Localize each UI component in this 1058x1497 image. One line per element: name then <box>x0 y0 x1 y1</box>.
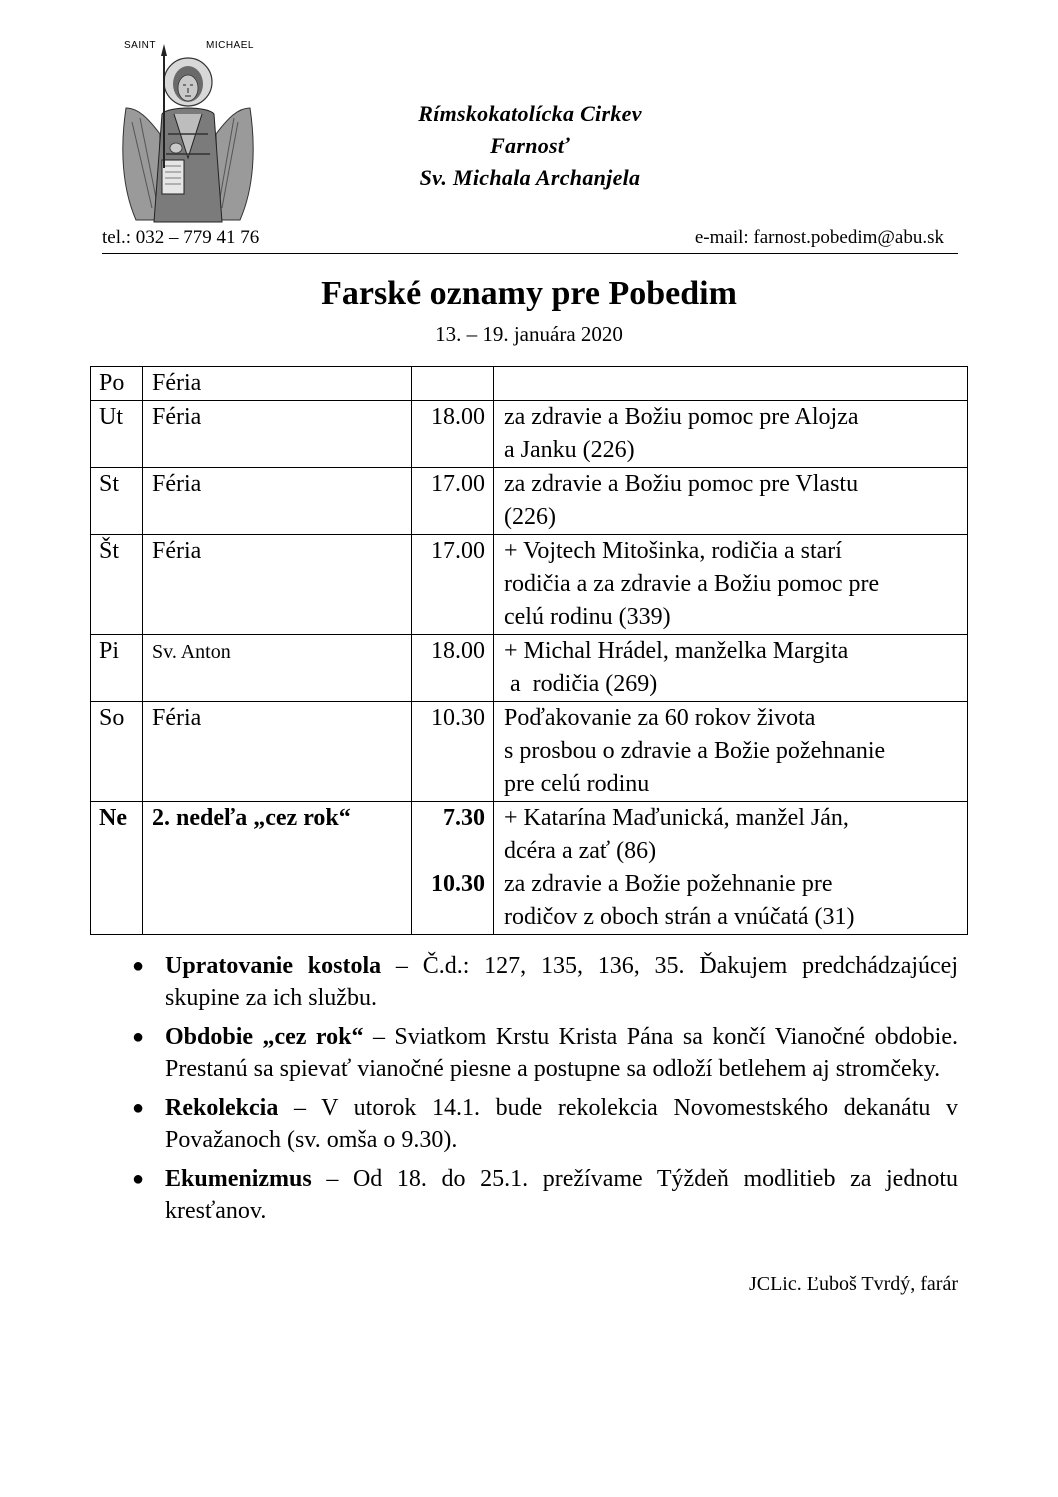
intention-line: Poďakovanie za 60 rokov života <box>504 705 816 731</box>
email-address: e-mail: farnost.pobedim@abu.sk <box>694 227 944 248</box>
day-cell: So <box>91 702 143 802</box>
table-row <box>91 401 968 468</box>
archangel-drawing <box>118 38 258 224</box>
day-cell: Pi <box>91 635 143 702</box>
day-cell: Po <box>91 367 143 401</box>
intention-line: rodičov z oboch strán a vnúčatá (31) <box>504 904 855 930</box>
feast-cell <box>143 635 412 702</box>
intention-line: + Michal Hrádel, manželka Margita <box>504 638 849 664</box>
feast-cell: Féria <box>143 401 412 468</box>
feast-cell: Féria <box>143 468 412 535</box>
time-cell: 10.30 <box>412 702 494 802</box>
date-range: 13. – 19. januára 2020 <box>435 322 623 346</box>
time-cell: 18.00 <box>412 401 494 468</box>
intention-cell <box>494 802 968 935</box>
feast-cell: Féria <box>143 702 412 802</box>
day-cell: Št <box>91 535 143 635</box>
org-line-patron: Sv. Michala Archanjela <box>419 165 641 190</box>
announcement-heading: Rekolekcia <box>165 1095 279 1121</box>
phone-number: tel.: 032 – 779 41 76 <box>102 227 260 248</box>
table-row <box>91 367 968 401</box>
table-row <box>91 535 968 635</box>
time-first: 7.30 <box>443 805 485 831</box>
table-row <box>91 635 968 702</box>
intention-line: celú rodinu (339) <box>504 604 671 630</box>
announcement-heading: Upratovanie kostola <box>165 953 382 979</box>
day-cell: Ut <box>91 401 143 468</box>
announcement-heading: Ekumenizmus <box>165 1166 312 1192</box>
list-item <box>128 1163 958 1227</box>
feast-cell: Féria <box>143 535 412 635</box>
list-item <box>128 1092 958 1156</box>
intention-cell <box>494 468 968 535</box>
bullet-icon: ● <box>132 955 145 977</box>
intention-line: za zdravie a Božie požehnanie pre <box>504 871 833 897</box>
intention-line: + Katarína Maďunická, manžel Ján, <box>504 805 849 831</box>
table-row <box>91 802 968 935</box>
intention-cell <box>494 702 968 802</box>
intention-cell <box>494 367 968 401</box>
org-line-church: Rímskokatolícka Cirkev <box>418 101 642 126</box>
time-cell <box>412 367 494 401</box>
announcement-text: – Od 18. do 25.1. prežívame Týždeň modlitieb za jednotu kresťanov. <box>165 1166 958 1224</box>
signature: JCLic. Ľuboš Tvrdý, farár <box>748 1273 958 1295</box>
feast-cell: Féria <box>143 367 412 401</box>
feast-name: Sv. Anton <box>152 641 231 663</box>
org-line-parish: Farnosť <box>490 133 570 158</box>
bullet-icon: ● <box>132 1026 145 1048</box>
page-title: Farské oznamy pre Pobedim <box>321 275 737 312</box>
list-item <box>128 1021 958 1085</box>
feast-cell: 2. nedeľa „cez rok“ <box>143 802 412 935</box>
mass-schedule-table <box>90 366 968 935</box>
saint-michael-icon <box>118 38 258 224</box>
intention-line: s prosbou o zdravie a Božie požehnanie <box>504 738 886 764</box>
table-row <box>91 468 968 535</box>
intention-line: za zdravie a Božiu pomoc pre Vlastu <box>504 471 859 497</box>
announcements-list <box>128 950 958 1234</box>
intention-line: rodičia a za zdravie a Božiu pomoc pre <box>504 571 880 597</box>
intention-line: a rodičia (269) <box>504 671 658 697</box>
announcement-text: – Č.d.: 127, 135, 136, 35. Ďakujem predchádzajúcej skupine za ich službu. <box>165 953 959 1011</box>
bullet-icon: ● <box>132 1168 145 1190</box>
intention-cell <box>494 535 968 635</box>
intention-line: pre celú rodinu <box>504 771 650 797</box>
intention-line: a Janku (226) <box>504 437 635 463</box>
intention-cell <box>494 401 968 468</box>
time-cell: 17.00 <box>412 535 494 635</box>
announcement-text: – Sviatkom Krstu Krista Pána sa končí Vianočné obdobie. Prestanú sa spievať vianočné piesne a postupne sa odloží betlehem aj stromčeky. <box>165 1024 958 1082</box>
intention-line: za zdravie a Božiu pomoc pre Alojza <box>504 404 859 430</box>
icon-caption-left: SAINT <box>124 40 156 51</box>
day-cell: Ne <box>91 802 143 935</box>
intention-line: + Vojtech Mitošinka, rodičia a starí <box>504 538 842 564</box>
intention-cell <box>494 635 968 702</box>
time-cell <box>412 802 494 935</box>
list-item <box>128 950 958 1014</box>
announcement-text: – V utorok 14.1. bude rekolekcia Novomestského dekanátu v Považanoch (sv. omša o 9.30). <box>165 1095 958 1153</box>
organization-name <box>290 98 770 194</box>
time-cell: 18.00 <box>412 635 494 702</box>
contact-line <box>102 227 958 254</box>
table-row <box>91 702 968 802</box>
announcement-heading: Obdobie „cez rok“ <box>165 1024 364 1050</box>
intention-line: (226) <box>504 504 556 530</box>
time-second: 10.30 <box>431 871 485 897</box>
icon-caption-right: MICHAEL <box>206 40 254 51</box>
day-cell: St <box>91 468 143 535</box>
bullet-icon: ● <box>132 1097 145 1119</box>
time-cell: 17.00 <box>412 468 494 535</box>
intention-line: dcéra a zať (86) <box>504 838 657 864</box>
